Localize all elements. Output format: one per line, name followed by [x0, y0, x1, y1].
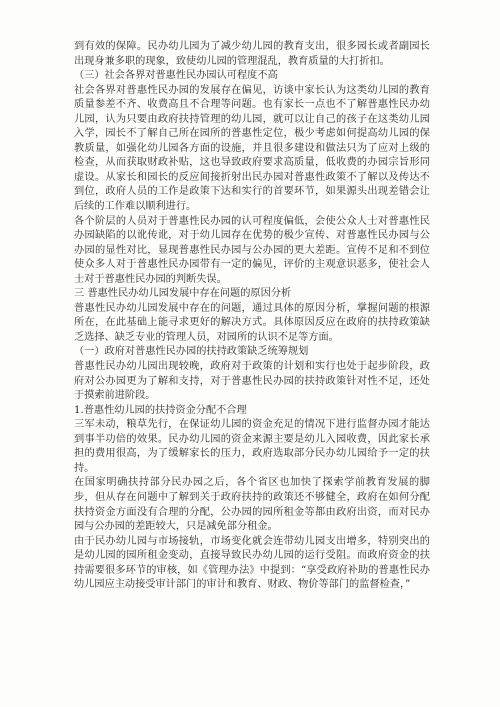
document-body — [74, 40, 430, 593]
paragraph-funding: 三军未动，粮草先行，在保证幼儿园的资金充足的情况下进行监督办园才能达到事半功倍的效果。民办幼儿园的资金来源主要是幼儿入园收费，因此家长承担的费用很高，为了缓解家长的压力，政府选取部分民办幼儿园给予一定的扶持。 — [74, 419, 430, 474]
chapter-heading-3: 三 普惠性民办幼儿园发展中存在问题的原因分析 — [74, 288, 292, 300]
paragraph-cause-intro: 普惠性民办幼儿园发展中存在的问题，通过具体的原因分析，掌握问题的根源所在，在此基础上能寻求更好的解决方式。具体原因反应在政府的扶持政策缺乏选择、缺乏专业的管理人员，对园所的认识不足等方面。 — [74, 302, 430, 343]
subsection-heading-1: 1.普惠性幼儿园的扶持资金分配不合理 — [74, 404, 247, 416]
section-heading-1: （一）政府对普惠性民办园的扶持政策缺乏统筹规划 — [74, 346, 309, 358]
paragraph-continuation: 到有效的保障。民办幼儿园为了减少幼儿园的教育支出，很多园长或者副园长出现身兼多职的现象，致使幼儿园的管理混乱，教育质量的大打折扣。 — [74, 41, 430, 67]
paragraph-allocation: 在国家明确扶持部分民办园之后，各个省区也加快了探索学前教育发展的脚步，但从存在问题中了解到关于政府扶持的政策还不够健全，政府在如何分配扶持资金方面没有合理的分配，公办园的园所租金等都由政府出资，而对民办园与公办园的差距较大，只是减免部分租金。 — [74, 477, 430, 533]
paragraph-social-bias: 社会各界对普惠性民办园的发展存在偏见，访谈中家长认为这类幼儿园的教育质量参差不齐、收费高且不合理等问题。也有家长一点也不了解普惠性民办幼儿园，认为只要由政府扶持管理的幼儿园，就可以让自己的孩子在这类幼儿园入学，园长不了解自己所在园所的普惠性定位，极少考虑如何提高幼儿园的保教质量，如强化幼儿园各方面的设施，并且很多建设和做法只为了应对上级的检查，从而获取财政补贴，这也导致政府要求高质量，低收费的办园宗旨形同虚设。从家长和园长的反应间接折射出民办园对普惠性政策不了解以及传达不到位，政府人员的工作是政策下达和实行的首要环节，如果源头出现差错会让后续的工作难以顺利进行。 — [74, 84, 430, 213]
paragraph-policy: 普惠性民办幼儿园出现较晚，政府对于政策的计划和实行也处于起步阶段，政府对公办园更为了解和支持，对于普惠性民办园的扶持政策针对性不足，还处于摸索前进阶段。 — [74, 361, 430, 402]
paragraph-recognition: 各个阶层的人员对于普惠性民办园的认可程度偏低，会使公众人士对普惠性民办园缺陷的以讹传讹，对于幼儿园存在优势的极少宣传、对普惠性民办园与公办园的显性对比，显现普惠性民办园与公办园的更大差距。宣传不足和不到位使众多人对于普惠性民办园带有一定的偏见，评价的主观意识恶多，使社会人士对于普惠性民办园的判断失误。 — [74, 215, 430, 285]
section-heading-3: （三）社会各界对普惠性民办园认可程度不高 — [74, 70, 278, 82]
paragraph-market: 由于民办幼儿园与市场接轨，市场变化就会连带幼儿园支出增多，特别突出的是幼儿园的园所租金变动，直接导致民办幼儿园的运行受阻。而政府资金的扶持需要很多环节的审核，如《管理办法》中提到：“享受政府补助的普惠性民办幼儿园应主动接受审计部门的审计和教育、财政、物价等部门的监督检查，” — [74, 535, 430, 591]
